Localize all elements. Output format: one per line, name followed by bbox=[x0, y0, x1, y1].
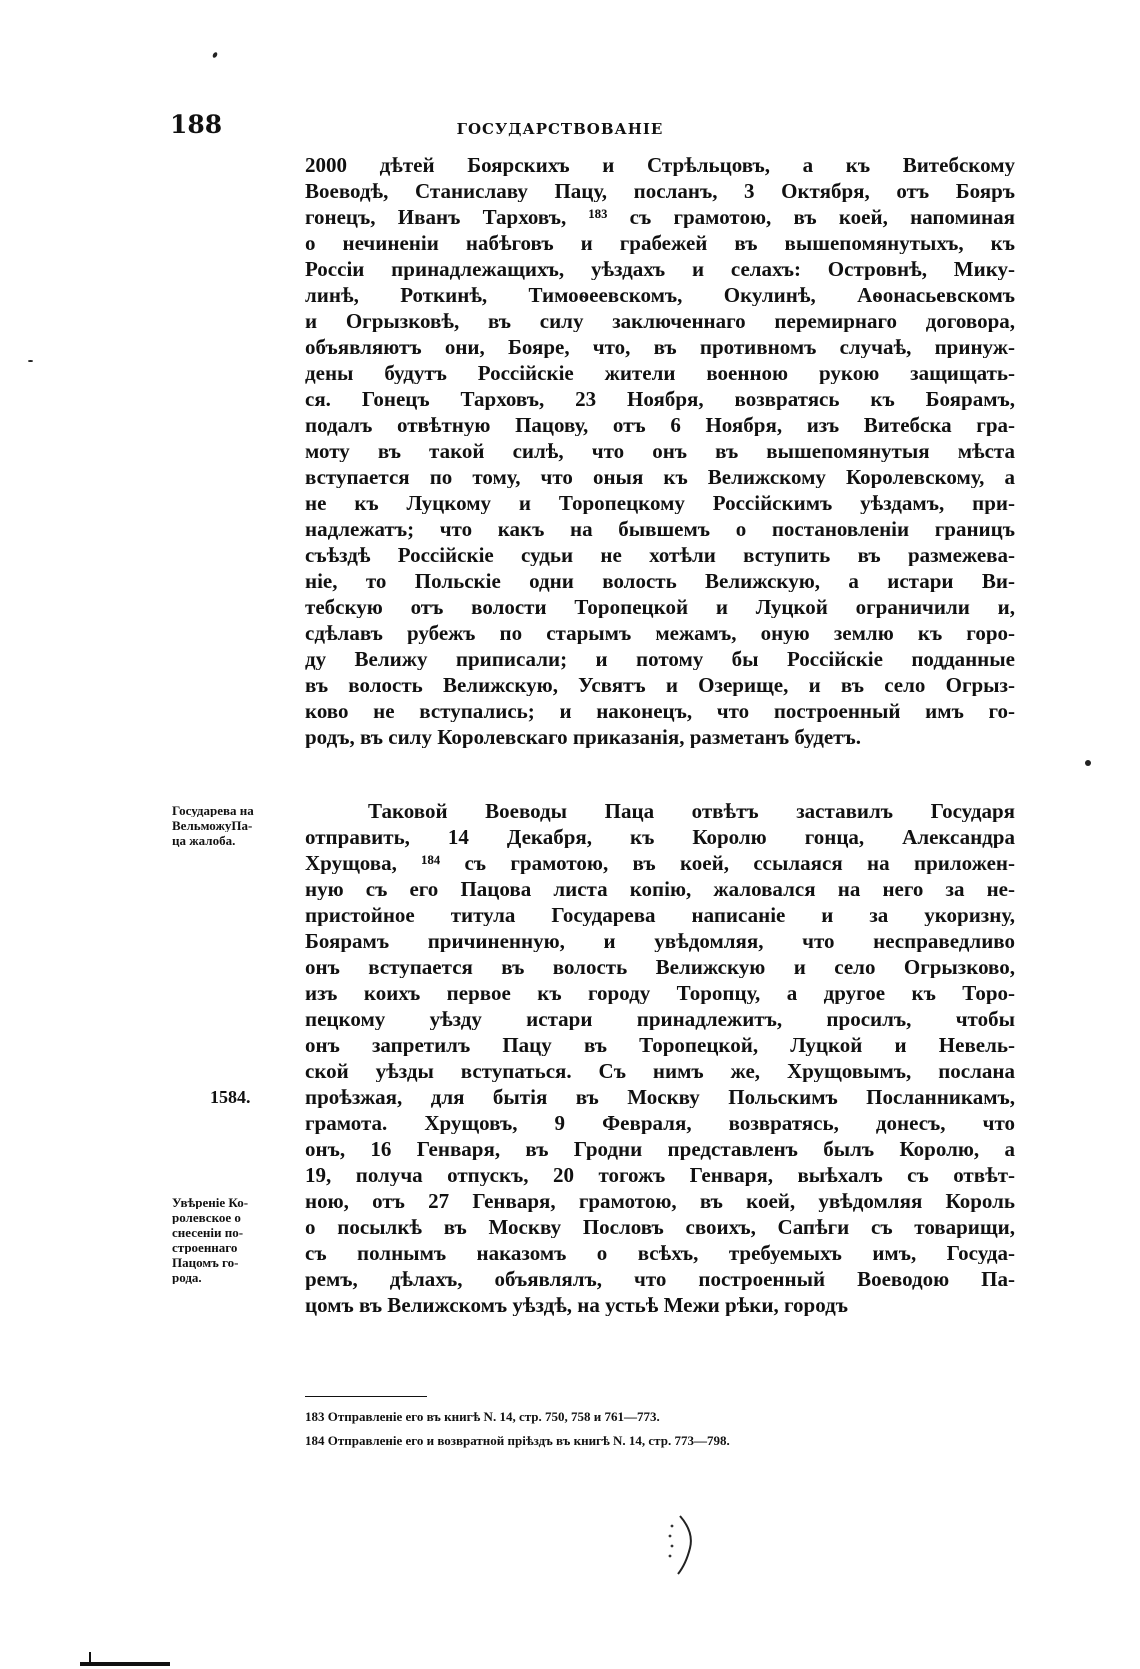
text-line: объявляютъ они, Бояре, что, въ противномъ случаѣ, принуж- bbox=[305, 337, 1015, 358]
text-line: ремъ, дѣлахъ, объявлялъ, что построенный Воеводою Па- bbox=[305, 1269, 1015, 1290]
margin-note-line: рода. bbox=[172, 1271, 202, 1284]
scan-speck bbox=[1085, 760, 1091, 766]
text-line: въ волость Велижскую, Усвятъ и Озерище, и въ село Огрыз- bbox=[305, 675, 1015, 696]
text-line: вступается по тому, что оныя къ Велижскому Королевскому, а bbox=[305, 467, 1015, 488]
footnote-184: 184 Отправленіе его и возвратной пріѣздъ въ книгѣ N. 14, стр. 773—798. bbox=[305, 1433, 730, 1448]
text-line: ся. Гонецъ Тарховъ, 23 Ноября, возвратясь къ Боярамъ, bbox=[305, 389, 1015, 410]
text-line: не къ Луцкому и Торопецкому Россійскимъ уѣздамъ, при- bbox=[305, 493, 1015, 514]
margin-note-line: снесеніи по- bbox=[172, 1226, 244, 1239]
text-line: онъ, 16 Генваря, въ Гродни представленъ былъ Королю, а bbox=[305, 1139, 1015, 1160]
text-line: изъ коихъ первое къ городу Торопцу, а другое къ Торо- bbox=[305, 983, 1015, 1004]
text-line: съѣздѣ Россійскіе судьи не хотѣли вступить въ размежева- bbox=[305, 545, 1015, 566]
text-line-paragraph-start: Таковой Воеводы Паца отвѣтъ заставилъ Государя bbox=[368, 801, 1015, 822]
page-edge-mark-icon bbox=[80, 1650, 170, 1669]
text-line: пристойное титула Государева написаніе и за укоризну, bbox=[305, 905, 1015, 926]
margin-note-line: строеннаго bbox=[172, 1241, 238, 1254]
text-line: 19, получа отпускъ, 20 тогожъ Генваря, выѣхалъ съ отвѣт- bbox=[305, 1165, 1015, 1186]
margin-note-line: Государева на bbox=[172, 804, 254, 817]
text-line: тебскую отъ волости Торопецкой и Луцкой ограничили и, bbox=[305, 597, 1015, 618]
text-line: гонецъ, Иванъ Тарховъ, ¹⁸³ съ грамотою, въ коей, напоминая bbox=[305, 207, 1015, 228]
text-line: о посылкѣ въ Москву Пословъ своихъ, Сапѣги съ товарищи, bbox=[305, 1217, 1015, 1238]
margin-note-line: Пацомъ го- bbox=[172, 1256, 239, 1269]
text-line: подалъ отвѣтную Пацову, отъ 6 Ноября, изъ Витебска гра- bbox=[305, 415, 1015, 436]
text-line: пецкому уѣзду истари принадлежитъ, просилъ, чтобы bbox=[305, 1009, 1015, 1030]
text-line: ною, отъ 27 Генваря, грамотою, въ коей, увѣдомляя Король bbox=[305, 1191, 1015, 1212]
text-line: ду Велижу приписали; и потому бы Россійскіе подданные bbox=[305, 649, 1015, 670]
scan-speck bbox=[212, 51, 218, 58]
page-number: 188 bbox=[170, 110, 223, 139]
margin-note-line: ца жалоба. bbox=[172, 834, 236, 847]
text-line: грамота. Хрущовъ, 9 Февраля, возвратясь, донесъ, что bbox=[305, 1113, 1015, 1134]
text-line: онъ вступается въ волость Велижскую и село Огрызково, bbox=[305, 957, 1015, 978]
margin-note-line: Увѣреніе Ко- bbox=[172, 1196, 249, 1209]
text-line: сдѣлавъ рубежъ по старымъ межамъ, оную землю къ горо- bbox=[305, 623, 1015, 644]
text-line: ніе, то Польскіе одни волость Велижскую, а истари Ви- bbox=[305, 571, 1015, 592]
margin-note-line: ролевское о bbox=[172, 1211, 241, 1224]
text-line: Россіи принадлежащихъ, уѣздахъ и селахъ: Островнѣ, Мику- bbox=[305, 259, 1015, 280]
running-title: ГОСУДАРСТВОВАНІЕ bbox=[456, 120, 664, 138]
text-line: ную съ его Пацова листа копію, жаловался на него за не- bbox=[305, 879, 1015, 900]
text-line: линѣ, Роткинѣ, Тимоѳеевскомъ, Окулинѣ, Аѳонасьевскомъ bbox=[305, 285, 1015, 306]
text-line: онъ запретилъ Пацу въ Торопецкой, Луцкой и Невель- bbox=[305, 1035, 1015, 1056]
text-line: о нечиненіи набѣговъ и грабежей въ вышепомянутыхъ, къ bbox=[305, 233, 1015, 254]
binding-mark-icon bbox=[660, 1512, 710, 1582]
footnote-rule bbox=[305, 1396, 427, 1397]
margin-year: 1584. bbox=[210, 1087, 251, 1107]
text-line: родъ, въ силу Королевскаго приказанія, разметанъ будетъ. bbox=[305, 727, 861, 748]
text-line: дены будутъ Россійскіе жители военною рукою защищать- bbox=[305, 363, 1015, 384]
scan-speck bbox=[28, 360, 33, 362]
text-line: ково не вступались; и наконецъ, что построенный имъ го- bbox=[305, 701, 1015, 722]
text-line: Хрущова, ¹⁸⁴ съ грамотою, въ коей, ссылаяся на приложен- bbox=[305, 853, 1015, 874]
text-line: 2000 дѣтей Боярскихъ и Стрѣльцовъ, а къ Витебскому bbox=[305, 155, 1015, 176]
text-line: цомъ въ Велижскомъ уѣздѣ, на устьѣ Межи рѣки, городъ bbox=[305, 1295, 848, 1316]
margin-note-line: ВельможуПа- bbox=[172, 819, 253, 832]
text-line: ской уѣзды вступаться. Съ нимъ же, Хрущовымъ, послана bbox=[305, 1061, 1015, 1082]
text-line: проѣзжая, для бытія въ Москву Польскимъ Посланникамъ, bbox=[305, 1087, 1015, 1108]
text-line: съ полнымъ наказомъ о всѣхъ, требуемыхъ имъ, Госуда- bbox=[305, 1243, 1015, 1264]
text-line: надлежатъ; что какъ на бывшемъ о постановленіи границъ bbox=[305, 519, 1015, 540]
text-line: Боярамъ причиненную, и увѣдомляя, что несправедливо bbox=[305, 931, 1015, 952]
footnote-183: 183 Отправленіе его въ книгѣ N. 14, стр. 750, 758 и 761—773. bbox=[305, 1409, 660, 1424]
text-line: и Огрызковѣ, въ силу заключеннаго перемирнаго договора, bbox=[305, 311, 1015, 332]
text-line: Воеводѣ, Станиславу Пацу, посланъ, 3 Октября, отъ Бояръ bbox=[305, 181, 1015, 202]
text-line: отправить, 14 Декабря, къ Королю гонца, Александра bbox=[305, 827, 1015, 848]
text-line: моту въ такой силѣ, что онъ въ вышепомянутыя мѣста bbox=[305, 441, 1015, 462]
